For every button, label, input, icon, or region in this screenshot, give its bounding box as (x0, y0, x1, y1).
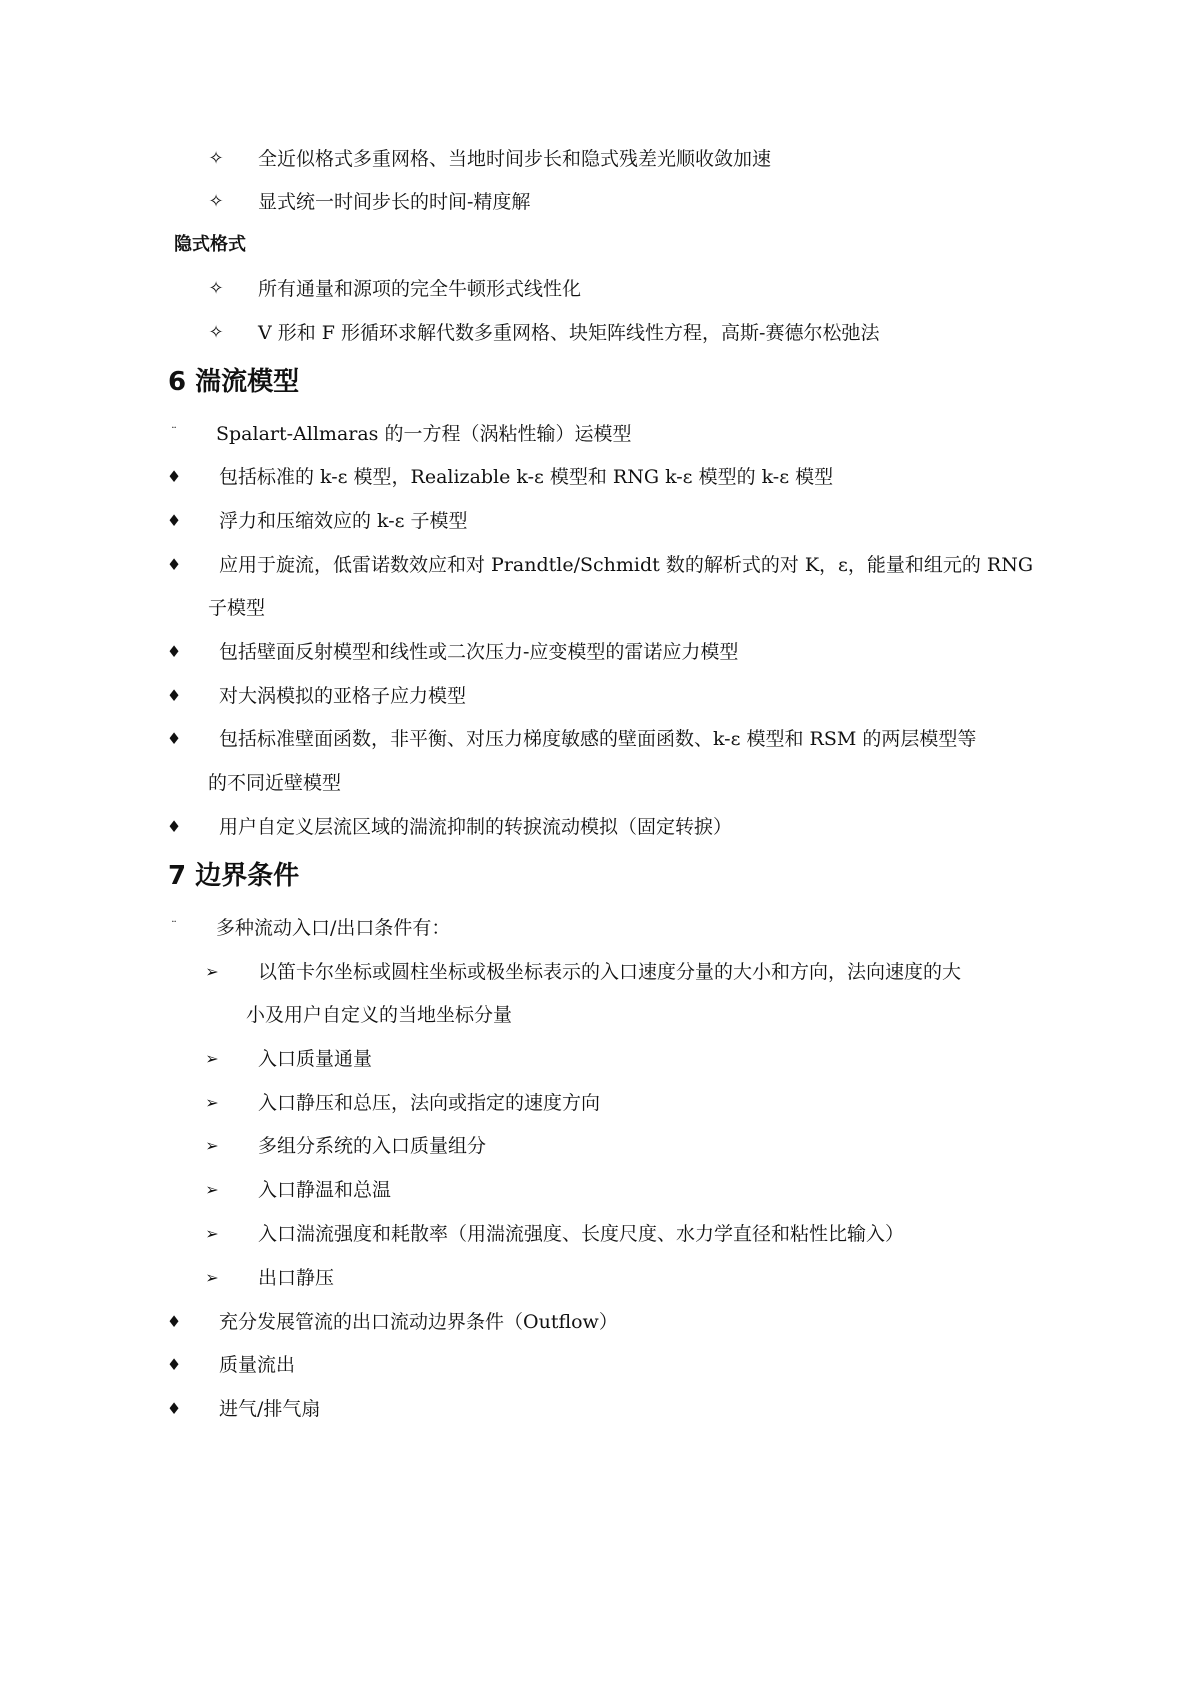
arrow-bullet-icon: ➢ (205, 1136, 219, 1155)
diamond-bullet-icon: ♦ (166, 686, 182, 705)
star-bullet-icon: ✧ (208, 148, 224, 169)
list-item: 包括壁面反射模型和线性或二次压力-应变模型的雷诺应力模型 (219, 641, 739, 663)
dieresis-bullet-icon: ¨ (171, 919, 177, 933)
list-item: 对大涡模拟的亚格子应力模型 (219, 685, 467, 707)
diamond-bullet-icon: ♦ (166, 817, 182, 836)
list-item: 出口静压 (258, 1267, 335, 1289)
list-item: 包括标准壁面函数，非平衡、对压力梯度敏感的壁面函数、k-ε 模型和 RSM 的两层模型等 (219, 728, 977, 750)
list-item: V 形和 F 形循环求解代数多重网格、块矩阵线性方程，高斯-赛德尔松弛法 (258, 322, 880, 344)
diamond-bullet-icon: ♦ (166, 729, 182, 748)
list-item-continuation: 小及用户自定义的当地坐标分量 (246, 1004, 513, 1026)
list-item: 入口湍流强度和耗散率（用湍流强度、长度尺度、水力学直径和粘性比输入） (258, 1223, 905, 1245)
list-item: 所有通量和源项的完全牛顿形式线性化 (258, 278, 582, 300)
section-7-lead: 多种流动入口/出口条件有： (216, 917, 451, 939)
diamond-bullet-icon: ♦ (166, 1355, 182, 1374)
arrow-bullet-icon: ➢ (205, 1093, 219, 1112)
dieresis-bullet-icon: ¨ (171, 425, 177, 439)
section-6-lead: Spalart-Allmaras 的一方程（涡粘性输）运模型 (216, 423, 632, 445)
arrow-bullet-icon: ➢ (205, 1224, 219, 1243)
list-item-continuation: 的不同近壁模型 (208, 772, 342, 794)
list-item: 质量流出 (219, 1354, 296, 1376)
list-item: 入口静压和总压，法向或指定的速度方向 (258, 1092, 601, 1114)
list-item-continuation: 子模型 (208, 597, 266, 619)
list-item: 浮力和压缩效应的 k-ε 子模型 (219, 510, 468, 532)
list-item: 包括标准的 k-ε 模型，Realizable k-ε 模型和 RNG k-ε 模型的 k-ε 模型 (219, 466, 834, 488)
section-6-heading: 6 湍流模型 (168, 367, 300, 397)
arrow-bullet-icon: ➢ (205, 1049, 219, 1068)
arrow-bullet-icon: ➢ (205, 1180, 219, 1199)
diamond-bullet-icon: ♦ (166, 1399, 182, 1418)
diamond-bullet-icon: ♦ (166, 511, 182, 530)
arrow-bullet-icon: ➢ (205, 962, 219, 981)
implicit-scheme-heading: 隐式格式 (174, 234, 246, 255)
list-item: 应用于旋流，低雷诺数效应和对 Prandtle/Schmidt 数的解析式的对 K，ε，能量和组元的 RNG (219, 554, 1034, 576)
list-item: 进气/排气扇 (219, 1398, 321, 1420)
list-item: 充分发展管流的出口流动边界条件（Outflow） (219, 1311, 618, 1333)
list-item: 用户自定义层流区域的湍流抑制的转捩流动模拟（固定转捩） (219, 816, 733, 838)
diamond-bullet-icon: ♦ (166, 555, 182, 574)
list-item: 入口质量通量 (258, 1048, 373, 1070)
star-bullet-icon: ✧ (208, 322, 224, 343)
diamond-bullet-icon: ♦ (166, 642, 182, 661)
section-7-heading: 7 边界条件 (168, 861, 300, 891)
star-bullet-icon: ✧ (208, 278, 224, 299)
diamond-bullet-icon: ♦ (166, 467, 182, 486)
list-item: 显式统一时间步长的时间-精度解 (258, 191, 531, 213)
list-item: 以笛卡尔坐标或圆柱坐标或极坐标表示的入口速度分量的大小和方向，法向速度的大 (258, 961, 962, 983)
list-item: 全近似格式多重网格、当地时间步长和隐式残差光顺收敛加速 (258, 148, 772, 170)
star-bullet-icon: ✧ (208, 191, 224, 212)
diamond-bullet-icon: ♦ (166, 1312, 182, 1331)
arrow-bullet-icon: ➢ (205, 1268, 219, 1287)
list-item: 入口静温和总温 (258, 1179, 392, 1201)
list-item: 多组分系统的入口质量组分 (258, 1135, 487, 1157)
